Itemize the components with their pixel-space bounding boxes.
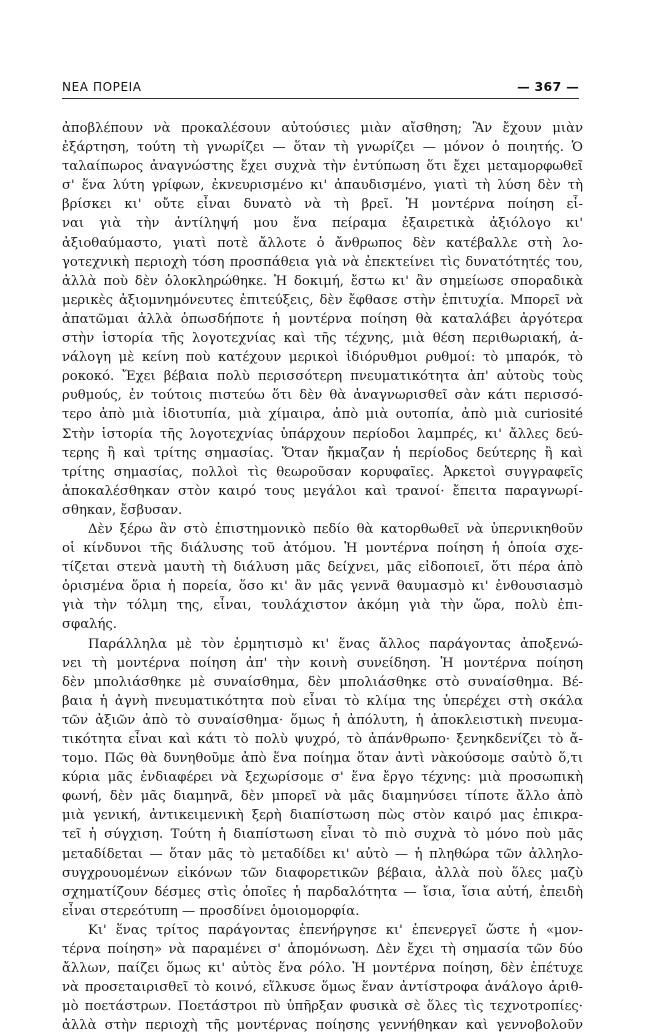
text-line: στὴν ἱστορία τῆς λογοτεχνίας καὶ τῆς τέχνης, μιὰ θέση περιθωριακή, ἀ- — [62, 331, 583, 347]
text-line: σθηκαν, ἔσβυσαν. — [62, 502, 183, 518]
text-line: βαια ἡ ἁγνὴ πνευματικότητα ποὺ εἶναι τὸ κλίμα της ὑπερέχει στὴ σκάλα — [62, 693, 583, 709]
text-line: ἐξάρτηση, τούτη τὴ γνωρίζει — ὅταν τὴ γνωρίζει — μόνον ὁ ποιητής. Ὁ — [62, 140, 583, 156]
page-number: — 367 — — [517, 79, 579, 94]
journal-title: ΝΕΑ ΠΟΡΕΙΑ — [62, 80, 142, 94]
text-line: νὰ προσεταιρισθεῖ τὸ κοινό, εἵλκυσε ὅμως ἕναν ἀντίστροφα ἀνάλογο ἀριθ- — [62, 980, 583, 996]
text-line: ὁρισμένα ὅρια ἡ πορεία, ὅσο κι' ἂν μᾶς γεννᾶ θαυμασμὸ κι' ἐνθουσιασμὸ — [62, 579, 583, 595]
text-line: οἱ κίνδυνοι τῆς διάλυσης τοῦ ἀτόμου. Ἡ μοντέρνα ποίηση ἡ ὁποία σχε- — [62, 541, 583, 557]
text-line: τῶν ἀξιῶν ἀπὸ τὸ συναίσθημα· ὅμως ἡ ἀπόλυτη, ἡ ἀποκλειστικὴ πνευμα- — [62, 712, 583, 728]
text-line: ρυθμούς, ἐν τούτοις πιστεύω ὅτι δὲν θὰ ἀναγνωρισθεῖ σὰν κάτι περισσό- — [62, 388, 583, 404]
text-line: γοτεχνικὴ περιοχὴ τόση προσπάθεια γιὰ νὰ ἐπεκτείνει τὶς δυνατότητές του, — [62, 254, 583, 270]
text-line: εἶναι στερεότυπη — προσδίνει ὁμοιομορφία. — [62, 903, 360, 919]
text-line: τικότητα εἶναι καὶ κάτι τὸ πολὺ ψυχρό, τὸ ἀπάνθρωπο· ξενηκδενίζει τὸ ἄ- — [62, 732, 583, 747]
text-line: ναι γιὰ τὴν ἀντίληψή μου ἕνα πείραμα ἐξαιρετικὰ ἀξιόλογο κι' — [62, 216, 583, 232]
text-line: ἀλλὰ στὴν περιοχὴ τῆς μοντέρνας ποίησης γεννήθηκαν καὶ γεννοβολοῦν — [62, 1018, 583, 1034]
text-line: σ' ἕνα λύτη γρίφων, ἐκνευρισμένο κι' ἀπαυδισμένο, γιατὶ τὴ λύση δὲν τὴ — [62, 178, 583, 194]
text-line: μὸ ποετάστρων. Ποετάστροι πὺ ὑπῆρξαν φυσικὰ σὲ ὅλες τὶς τεχνοτροπίες· — [62, 999, 583, 1015]
text-line: ἀποβλέπουν νὰ προκαλέσουν αὐτούσιες μιὰν αἴσθηση; Ἂν ἔχουν μιὰν — [62, 121, 583, 136]
text-line: δὲν μπολιάσθηκε μὲ συναίσθημα, δὲν μπολιάσθηκε στὸ συναίσθημα. Βέ- — [62, 674, 583, 690]
text-line: Στὴν ἱστορία τῆς λογοτεχνίας ὑπάρχουν περίοδοι λαμπρές, κι' ἄλλες δεύ- — [62, 426, 583, 442]
text-line: σφαλής. — [62, 617, 117, 633]
text-line: ἀξιοθαύμαστο, γιατὶ ποτὲ ἄλλοτε ὁ ἄνθρωπος δὲν κατέβαλλε στὴ λο- — [62, 235, 583, 251]
text-line: μεταδίδεται — ὅταν μᾶς τὸ μεταδίδει κι' αὐτὸ — ἡ πληθώρα τῶν ἀλληλο- — [62, 846, 583, 862]
text-line: Κι' ἕνας τρίτος παράγοντας ἐπενήργησε κι' ἐπενεργεῖ ὥστε ἡ «μον- — [88, 922, 583, 938]
text-line: ροκοκό. Ἔχει βέβαια πολὺ περισσότερη πνευματικότητα ἀπ' αὐτοὺς τοὺς — [62, 369, 583, 385]
text-line: ταλαίπωρος ἀναγνώστης ἔχει συχνὰ τὴν ἐντύπωση ὅτι ἔχει μεταμορφωθεῖ — [62, 159, 583, 175]
text-line: τέρνα ποίηση» νὰ παραμένει σ' ἀπομόνωση. Δὲν ἔχει τὴ σημασία τῶν δύο — [62, 942, 583, 958]
text-line: μερικὲς ἀξιομνημόνευτες ἐπιτεύξεις, δὲν ἔφθασε στὴν ἐπιτυχία. Μπορεῖ νὰ — [62, 292, 583, 308]
text-line: ἄλλων, παίζει ὅμως κι' αὐτὸς ἕνα ρόλο. Ἡ μοντέρνα ποίηση, δὲν ἐπέτυχε — [62, 961, 583, 977]
text-line: συγχρουομένων εἰκόνων τῶν διαφορετικῶν βέβαια, ἀλλὰ ποὺ ὅλες μαζὺ — [62, 865, 583, 881]
text-line: σχηματίζουν δέσμες στὶς ὁποῖες ἡ παρδαλότητα — ἴσια, ἴσια αὐτή, ἐπειδὴ — [62, 884, 583, 900]
text-line: τεῖ ἡ σύγχιση. Τούτη ἡ διαπίστωση εἶναι τὸ πιὸ συχνὰ τὸ μόνο ποὺ μᾶς — [62, 827, 583, 843]
header-rule — [62, 98, 579, 99]
text-line: νάλογη μὲ κείνη ποὺ κατέχουν μερικοὶ ἰδιόρυθμοι ρυθμοί: τὸ μπαρόκ, τὸ — [62, 350, 583, 366]
text-line: ἀποκαλέσθηκαν στὸν καιρό τους μεγάλοι καὶ τρανοί· ἔπειτα παραγνωρί- — [62, 483, 583, 499]
text-line: τομο. Πῶς θὰ δυνηθοῦμε ἀπὸ ἕνα ποίημα ὅταν ἀντὶ νὰκούσομε σαὐτὸ ὅ,τι — [62, 751, 583, 767]
running-header — [62, 76, 579, 94]
text-line: τερης ἢ καὶ τρίτης σημασίας. Ὅταν ἤκμαζαν ἡ περίοδος δεύτερης ἢ καὶ — [62, 445, 583, 461]
text-line: τρίτης σημασίας, πολλοὶ τὶς θεωροῦσαν κορυφαῖες. Ἀρκετοὶ συγγραφεῖς — [62, 464, 583, 480]
text-line: Παράλληλα μὲ τὸν ἐρμητισμὸ κι' ἕνας ἄλλος παράγοντας ἀποξενώ- — [88, 636, 583, 652]
text-line: βρίσκει κι' οὔτε εἶναι δυνατὸ νὰ τὴ βρεῖ. Ἡ μοντέρνα ποίηση εἶ- — [62, 197, 583, 213]
text-line: τερο ἀπὸ μιὰ ἰδιοτυπία, μιὰ χίμαιρα, ἀπὸ μιὰ ουτοπία, ἀπὸ μιὰ curiosité — [62, 407, 583, 423]
text-line: κύρια μᾶς ἐνδιαφέρει νὰ ξεχωρίσομε σ' ἕνα ἔργο τέχνης: μιὰ προσωπικὴ — [62, 770, 583, 786]
text-line: ἀπατῶμαι ἀλλὰ ὁπωσδήποτε ἡ μοντέρνα ποίηση θὰ καταλάβει ἀργότερα — [62, 311, 583, 327]
text-line: γιὰ τὴν τόλμη της, εἶναι, τουλάχιστον ἀκόμη γιὰ τὴν ὥρα, πολὺ ἐπι- — [62, 598, 583, 614]
text-line: φωνή, δὲν μᾶς διαμηνᾶ, δὲν μπορεῖ νὰ μᾶς διαμηνύσει τίποτε ἄλλο ἀπὸ — [62, 789, 583, 805]
text-line: ἀλλὰ ποὺ δὲν ὁλοκληρώθηκε. Ἡ δοκιμή, ἔστω κι' ἂν σημείωσε σποραδικὰ — [62, 273, 583, 289]
text-line: τίζεται στενὰ μαυτὴ τὴ διάλυση μᾶς δείχνει, μᾶς εἰδοποιεῖ, ὅτι πέρα ἀπὸ — [62, 560, 583, 576]
text-line: Δὲν ξέρω ἂν στὸ ἐπιστημονικὸ πεδίο θὰ κατορθωθεῖ νὰ ὑπερνικηθοῦν — [88, 521, 583, 537]
text-line: μιὰ γενική, ἀντικειμενικὴ ξερὴ διαπίστωση πὼς στὸν καιρό μας ἐπικρα- — [62, 808, 583, 824]
text-line: νει τὴ μοντέρνα ποίηση ἀπ' τὴν κοινὴ συνείδηση. Ἡ μοντέρνα ποίηση — [62, 655, 583, 671]
body-text — [62, 119, 583, 1036]
